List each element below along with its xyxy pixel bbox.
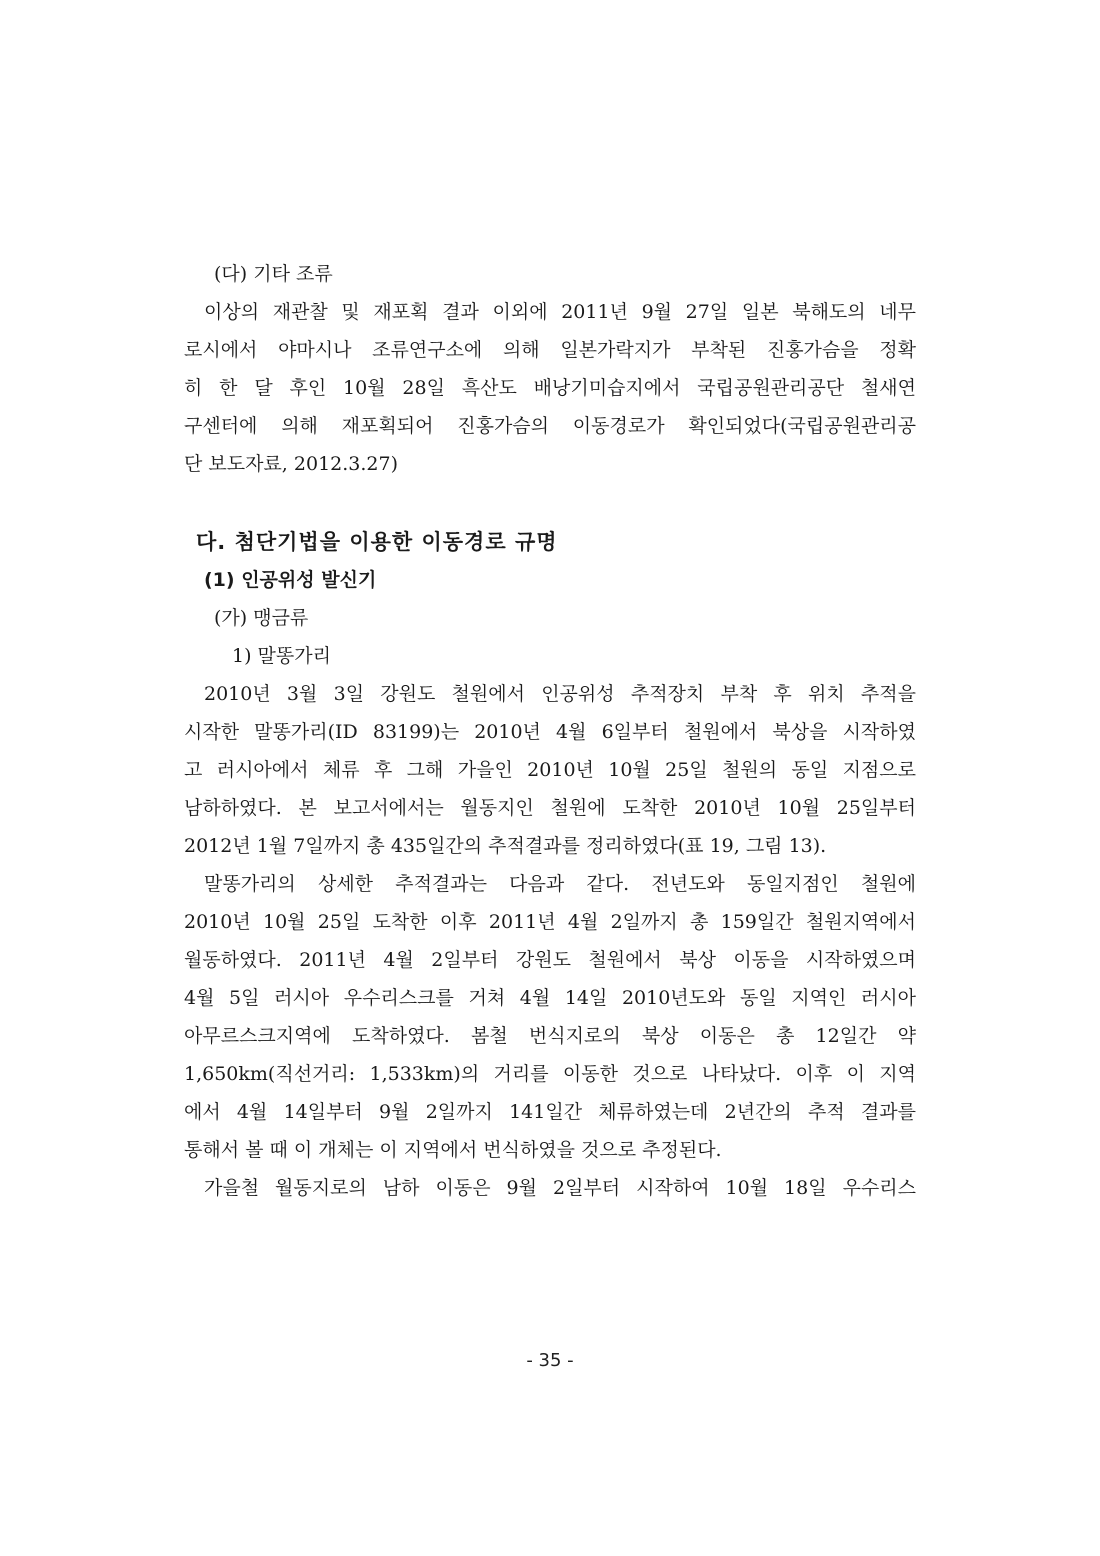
paragraph-line: 이상의 재관찰 및 재포획 결과 이외에 2011년 9월 27일 일본 북해도의 네무 [204, 301, 916, 323]
page-content [184, 255, 916, 1207]
paragraph-line: 시작한 말똥가리(ID 83199)는 2010년 4월 6일부터 철원에서 북상을 시작하였 [184, 721, 916, 743]
paragraph-line: 아무르스크지역에 도착하였다. 봄철 번식지로의 북상 이동은 총 12일간 약 [184, 1025, 916, 1047]
paragraph-line: 통해서 볼 때 이 개체는 이 지역에서 번식하였을 것으로 추정된다. [184, 1139, 722, 1161]
paragraph-line: 히 한 달 후인 10월 28일 흑산도 배낭기미습지에서 국립공원관리공단 철새연 [184, 377, 916, 399]
paragraph-line: 4월 5일 러시아 우수리스크를 거쳐 4월 14일 2010년도와 동일 지역인 러시아 [184, 987, 916, 1009]
paragraph-line: 구센터에 의해 재포획되어 진홍가슴의 이동경로가 확인되었다(국립공원관리공 [184, 415, 916, 437]
subsection-heading-other-birds: (다) 기타 조류 [214, 263, 333, 285]
subsubsection-heading-raptors: (가) 맹금류 [214, 607, 309, 629]
subsection-heading-satellite: (1) 인공위성 발신기 [204, 569, 377, 591]
paragraph-line: 2010년 3월 3일 강원도 철원에서 인공위성 추적장치 부착 후 위치 추적을 [204, 683, 916, 705]
paragraph-line: 2012년 1월 7일까지 총 435일간의 추적결과를 정리하였다(표 19, 그림 13). [184, 835, 827, 857]
page-number: - 35 - [526, 1350, 574, 1371]
paragraph-line: 2010년 10월 25일 도착한 이후 2011년 4월 2일까지 총 159일간 철원지역에서 [184, 911, 916, 933]
paragraph-line: 월동하였다. 2011년 4월 2일부터 강원도 철원에서 북상 이동을 시작하였으며 [184, 949, 916, 971]
paragraph-line: 로시에서 야마시나 조류연구소에 의해 일본가락지가 부착된 진홍가슴을 정확 [184, 339, 916, 361]
paragraph-line: 남하하였다. 본 보고서에서는 월동지인 철원에 도착한 2010년 10월 25일부터 [184, 797, 916, 819]
paragraph-line: 가을철 월동지로의 남하 이동은 9월 2일부터 시작하여 10월 18일 우수리스 [204, 1177, 916, 1199]
paragraph-line: 1,650km(직선거리: 1,533km)의 거리를 이동한 것으로 나타났다. 이후 이 지역 [184, 1063, 916, 1085]
paragraph-line: 에서 4월 14일부터 9월 2일까지 141일간 체류하였는데 2년간의 추적 결과를 [184, 1101, 916, 1123]
paragraph-line: 말똥가리의 상세한 추적결과는 다음과 같다. 전년도와 동일지점인 철원에 [204, 873, 916, 895]
paragraph-line: 단 보도자료, 2012.3.27) [184, 453, 398, 475]
section-heading: 다. 첨단기법을 이용한 이동경로 규명 [196, 530, 558, 554]
item-heading-buzzard: 1) 말똥가리 [232, 645, 331, 667]
paragraph-line: 고 러시아에서 체류 후 그해 가을인 2010년 10월 25일 철원의 동일 지점으로 [184, 759, 916, 781]
